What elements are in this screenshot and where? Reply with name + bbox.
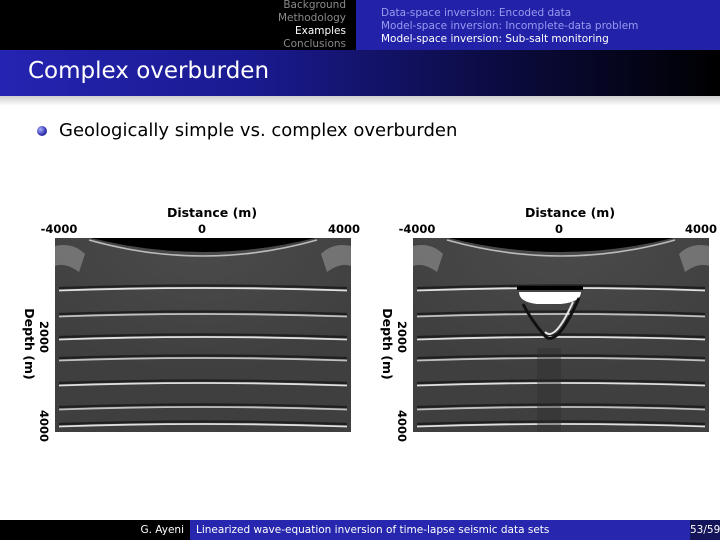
y-axis-label: Depth (m)	[22, 308, 37, 380]
y-tick-label: 4000	[37, 409, 51, 443]
bullet-icon	[37, 126, 47, 136]
figure-simple-overburden	[20, 198, 370, 448]
y-tick-label: 2000	[37, 320, 51, 354]
nav-section-methodology[interactable]: Methodology	[277, 12, 346, 24]
seismic-image-simple	[20, 198, 370, 448]
subsection-nav	[356, 0, 720, 50]
nav-subsection-encoded-data[interactable]: Data-space inversion: Encoded data	[381, 6, 572, 19]
footer-author: G. Ayeni	[0, 520, 190, 540]
shadow-zone	[537, 348, 561, 432]
section-nav	[0, 0, 356, 50]
footer-bar	[0, 520, 720, 540]
figure-complex-overburden	[378, 198, 720, 448]
x-tick-label: 0	[554, 222, 564, 236]
nav-section-conclusions[interactable]: Conclusions	[283, 38, 346, 50]
nav-section-examples[interactable]: Examples	[294, 25, 346, 37]
navigation-bar	[0, 0, 720, 50]
x-tick-label: -4000	[398, 222, 436, 236]
x-tick-label: 4000	[684, 222, 718, 236]
seismic-panel	[413, 238, 709, 432]
frame-title: Complex overburden	[28, 58, 270, 84]
frame-title-bar	[0, 50, 720, 96]
y-tick-label: 4000	[395, 409, 409, 443]
title-shadow	[0, 96, 720, 106]
nav-subsection-sub-salt[interactable]: Model-space inversion: Sub-salt monitoring	[381, 32, 609, 45]
x-axis-label: Distance (m)	[524, 205, 616, 220]
seismic-panel	[55, 238, 351, 432]
bullet-item	[37, 120, 457, 141]
bullet-text: Geologically simple vs. complex overburden	[59, 120, 458, 141]
nav-section-background[interactable]: Background	[283, 0, 346, 11]
nav-subsection-incomplete-data[interactable]: Model-space inversion: Incomplete-data problem	[381, 19, 639, 32]
y-axis-label: Depth (m)	[380, 308, 395, 380]
footer-talk-title: Linearized wave-equation inversion of time-lapse seismic data sets	[190, 520, 690, 540]
x-tick-label: 4000	[327, 222, 361, 236]
footer-page-number: 53/59	[690, 520, 720, 540]
y-tick-label: 2000	[395, 320, 409, 354]
seismic-image-complex	[378, 198, 720, 448]
x-tick-label: -4000	[40, 222, 78, 236]
x-axis-label: Distance (m)	[166, 205, 258, 220]
x-tick-label: 0	[197, 222, 207, 236]
